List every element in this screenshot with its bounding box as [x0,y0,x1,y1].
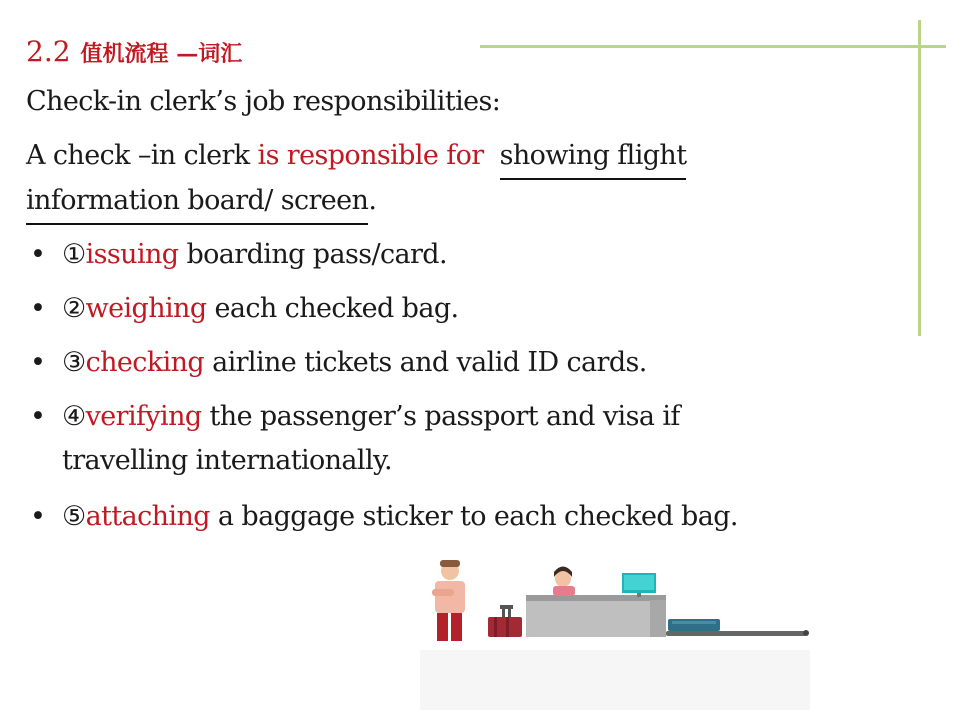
bullet-rest: a baggage sticker to each checked bag. [209,501,738,532]
bullet-text [62,232,447,278]
bullet-number: ② [62,293,86,324]
bullet-rest: the passenger’s passport and visa if [201,401,680,432]
decorative-vertical-line [918,20,921,336]
floor-reflection [420,650,810,710]
intro-line-1 [26,138,686,180]
bullet-verb: attaching [85,501,210,532]
bullet-verb: checking [85,347,205,378]
slide-title [26,34,242,72]
check-in-counter-illustration [410,555,820,715]
bullet-marker: • [30,501,46,532]
intro-underlined-2: information board/ screen [26,183,368,225]
section-title-chinese: 值机流程 —词汇 [80,41,243,67]
bullet-marker: • [30,347,46,378]
bag-on-belt-icon [668,619,720,631]
passenger-figure [432,560,465,641]
bullet-number: ⑤ [62,501,86,532]
intro-end: . [368,185,377,216]
section-number: 2.2 [26,35,71,68]
bullet-rest: airline tickets and valid ID cards. [204,347,647,378]
bullet-rest: each checked bag. [206,293,459,324]
bullet-marker: • [30,401,46,432]
bullet-verb: verifying [85,401,202,432]
bullet-marker: • [30,239,46,270]
intro-line-2 [26,183,376,225]
clerk-figure [553,567,575,597]
bullet-text [62,340,647,386]
intro-text: A check –in clerk [26,140,258,171]
intro-underlined-1: showing flight [500,138,687,180]
bullet-marker: • [30,293,46,324]
monitor-icon [622,573,656,597]
bullet-text [62,286,459,332]
subtitle: Check-in clerk’s job responsibilities: [26,86,501,117]
bullet-text [62,494,738,540]
bullet-continuation: travelling internationally. [62,445,393,476]
bullet-verb: issuing [85,239,179,270]
decorative-horizontal-line [480,45,946,48]
check-in-counter [526,595,666,637]
bullet-verb: weighing [85,293,207,324]
intro-highlight: is responsible for [257,140,484,171]
bullet-number: ④ [62,401,86,432]
bullet-text [62,394,680,440]
suitcase-icon [488,605,522,637]
bullet-rest: boarding pass/card. [178,239,447,270]
bullet-number: ① [62,239,86,270]
bullet-number: ③ [62,347,86,378]
